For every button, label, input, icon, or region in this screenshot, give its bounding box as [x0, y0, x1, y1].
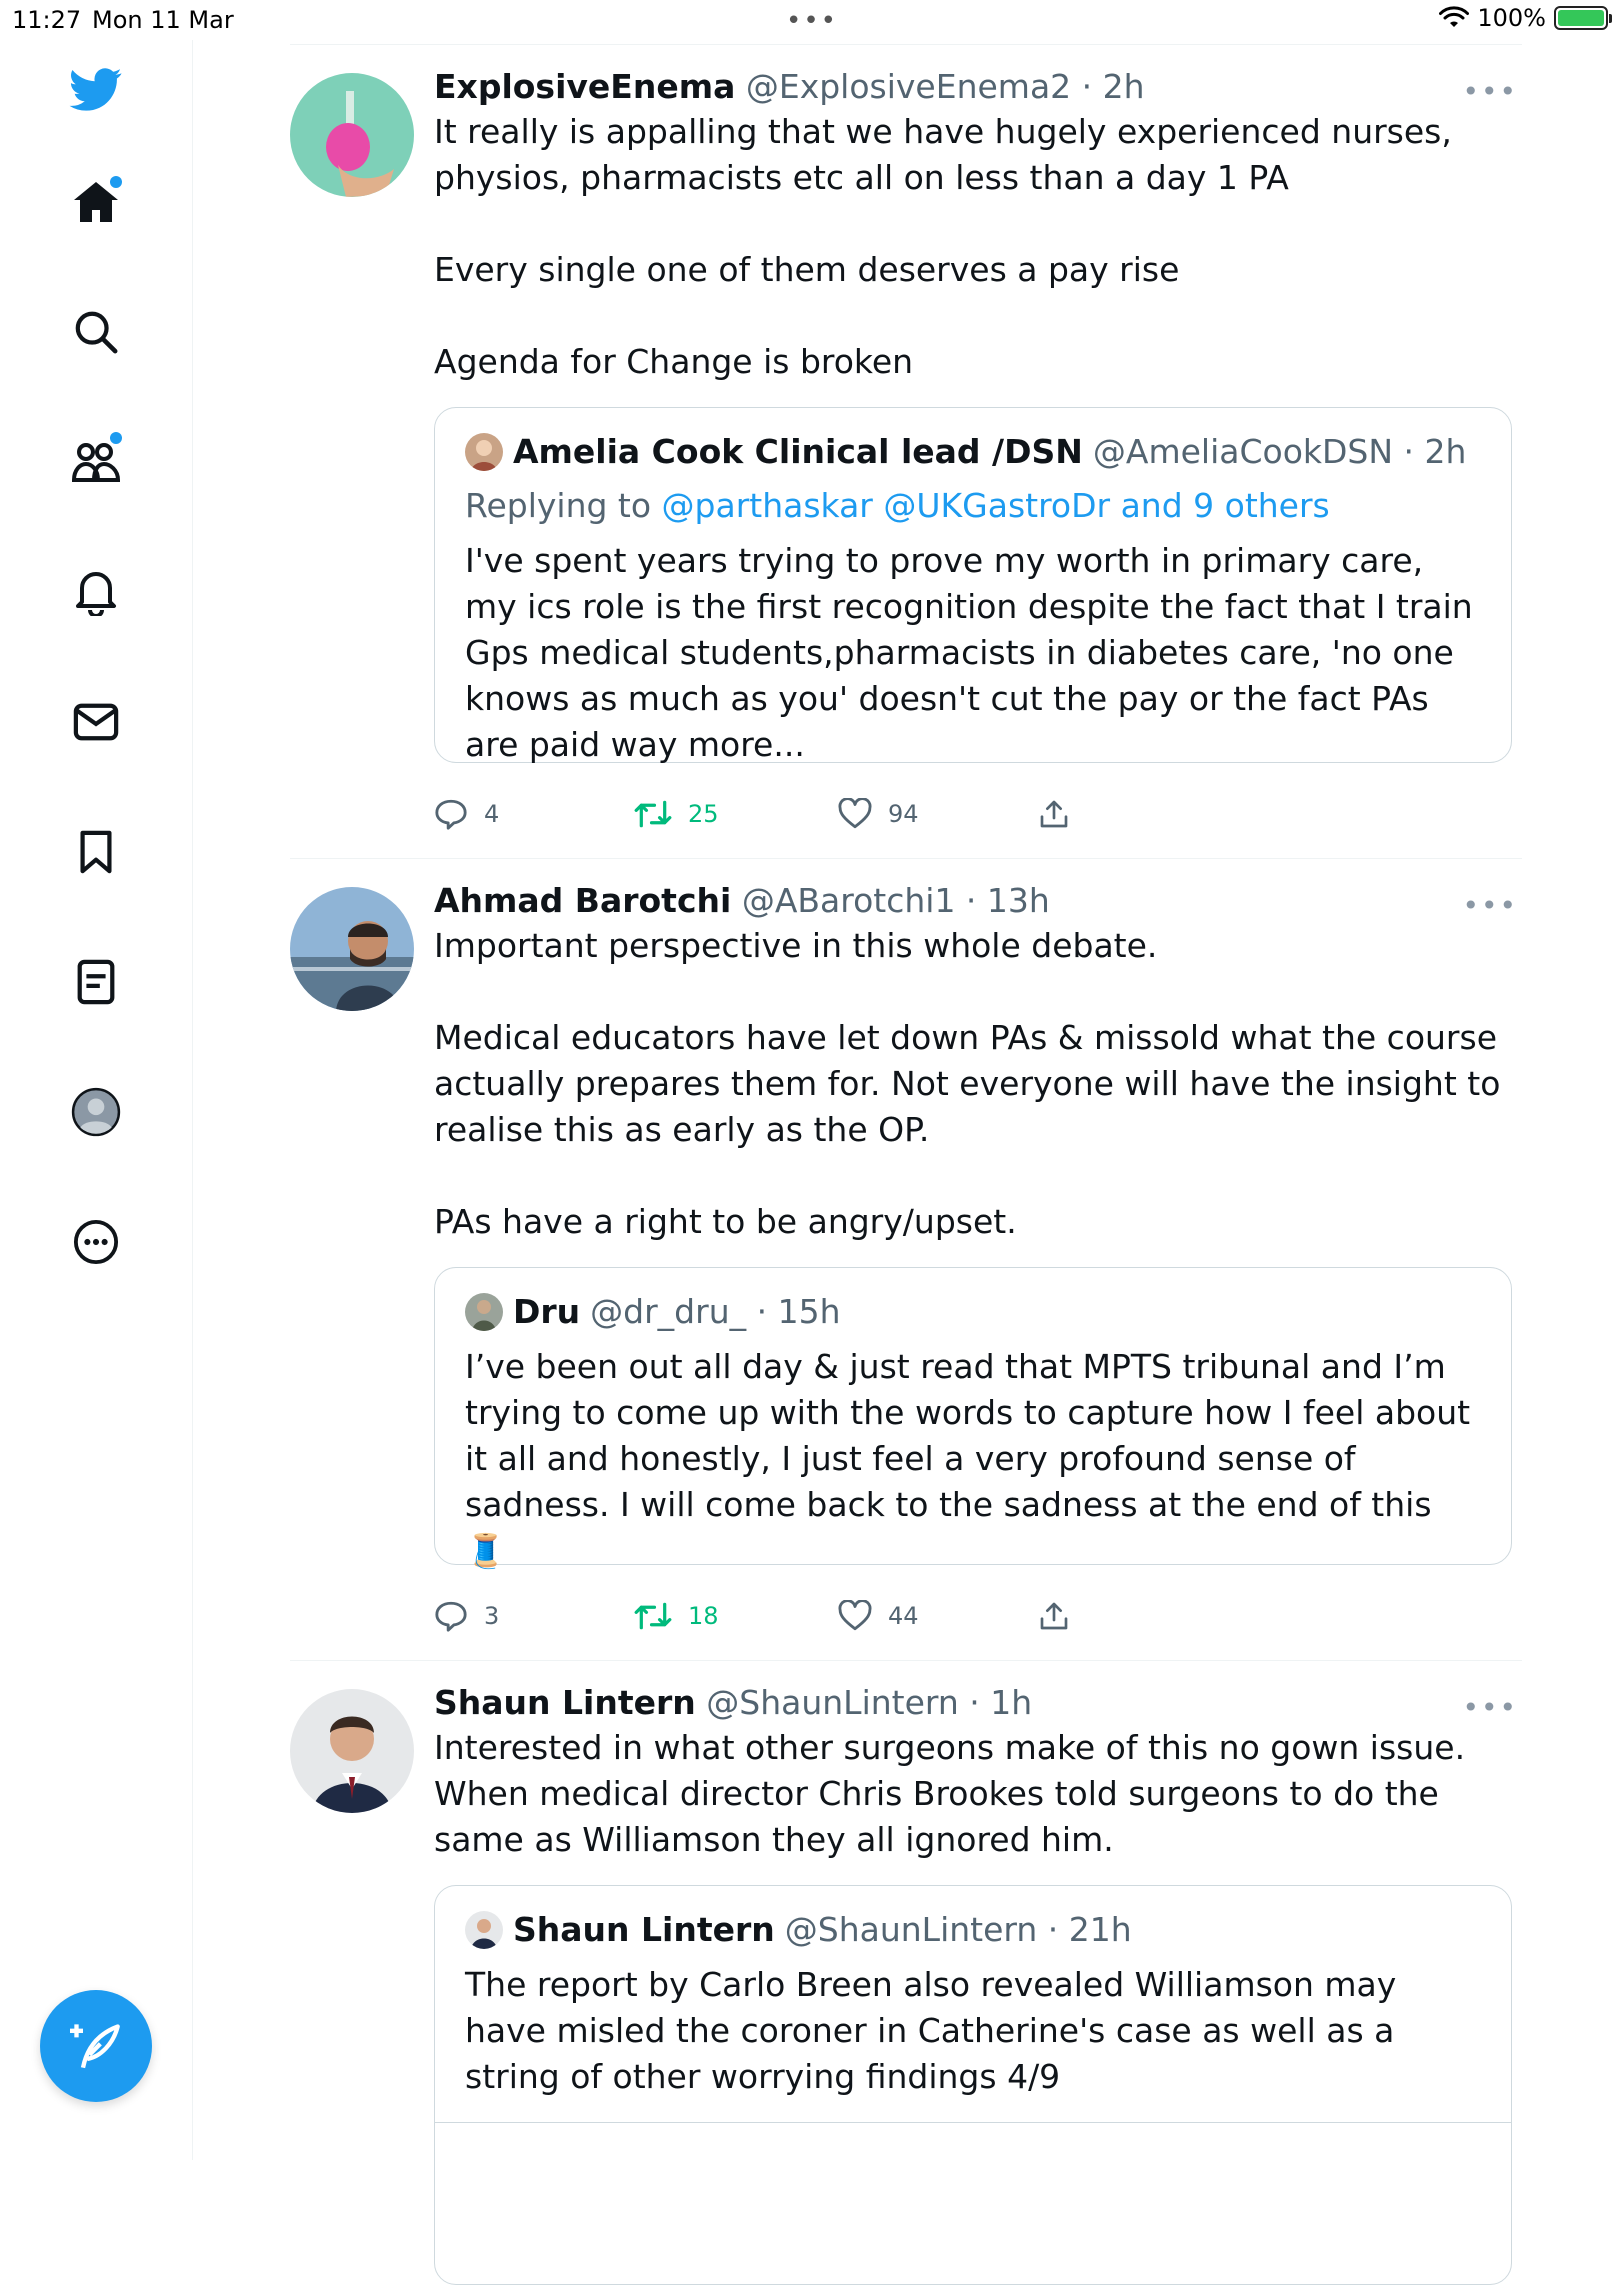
quoted-author-handle-time: @dr_dru_ · 15h [590, 1292, 841, 1331]
author-handle-time[interactable]: @ExplosiveEnema2 · 2h [745, 67, 1145, 106]
battery-icon [1554, 6, 1608, 30]
quoted-author-name: Amelia Cook Clinical lead /DSN [513, 432, 1083, 471]
quoted-header [465, 1908, 1481, 1952]
bookmarks-icon[interactable] [60, 816, 132, 888]
reply-button[interactable] [434, 797, 634, 831]
quoted-text: I’ve been out all day & just read that MPTS tribunal and I’m trying to come up with the words to capture how I feel about it all and honestly, I just feel a very profound sense of sadness. I will come back to the sadness at the end of this 🧵 [465, 1347, 1481, 1570]
replying-to-links[interactable]: @parthaskar @UKGastroDr and 9 others [661, 486, 1330, 525]
quoted-avatar [465, 433, 503, 471]
quoted-text: The report by Carlo Breen also revealed Williamson may have misled the coroner in Catherine's case as well as a string of other worrying findings 4/9 [465, 1965, 1407, 2096]
more-icon[interactable] [60, 1206, 132, 1278]
battery-percent: 100% [1477, 4, 1546, 32]
quoted-author-name: Dru [513, 1292, 581, 1331]
author-name[interactable]: Ahmad Barotchi [434, 881, 732, 920]
reply-button[interactable] [434, 1599, 634, 1633]
status-bar [0, 0, 1620, 40]
avatar[interactable] [290, 73, 414, 197]
quoted-tweet[interactable] [434, 1267, 1512, 1570]
retweet-icon [634, 1601, 672, 1631]
quoted-author-handle-time: @AmeliaCookDSN · 2h [1092, 432, 1467, 471]
multitasking-dots-icon[interactable]: ••• [786, 6, 839, 36]
twitter-logo-icon[interactable] [60, 54, 132, 126]
reply-icon [434, 797, 468, 831]
like-button[interactable] [838, 1600, 1038, 1632]
more-options-icon[interactable]: ••• [1462, 1691, 1518, 1724]
retweet-button[interactable] [634, 799, 838, 829]
replying-to [465, 484, 1481, 528]
status-right [1439, 4, 1608, 32]
like-button[interactable] [838, 798, 1038, 830]
like-count: 94 [888, 800, 919, 828]
retweet-count: 25 [688, 800, 719, 828]
quoted-tweet[interactable] [434, 407, 1512, 763]
tweet-text: It really is appalling that we have hugely experienced nurses, physios, pharmacists etc all on less than a day 1 PA Every single one of them deserves a pay rise Agenda for Change is broken [434, 112, 1452, 381]
tweet-header [434, 1681, 1522, 1725]
status-date: Mon 11 Mar [92, 6, 234, 34]
timeline [290, 44, 1522, 2221]
author-name[interactable]: ExplosiveEnema [434, 67, 736, 106]
retweet-button[interactable] [634, 1601, 838, 1631]
home-badge [110, 176, 122, 188]
quoted-tweet[interactable] [434, 1885, 1512, 2285]
quoted-avatar [465, 1911, 503, 1949]
tweet[interactable] [290, 858, 1522, 1660]
messages-icon[interactable] [60, 686, 132, 758]
retweet-count: 18 [688, 1602, 719, 1630]
tweet-actions [434, 769, 1522, 859]
author-handle-time[interactable]: @ABarotchi1 · 13h [741, 881, 1050, 920]
tweet[interactable] [290, 44, 1522, 858]
quoted-avatar [465, 1293, 503, 1331]
lists-icon[interactable] [60, 946, 132, 1018]
more-options-icon[interactable]: ••• [1462, 75, 1518, 108]
status-time: 11:27 [12, 6, 82, 34]
search-icon[interactable] [60, 296, 132, 368]
quoted-header [465, 430, 1481, 474]
author-name[interactable]: Shaun Lintern [434, 1683, 696, 1722]
tweet-text: Important perspective in this whole debate. Medical educators have let down PAs & missold what the course actually prepares them for. Not everyone will have the insight to realise this as early as the OP. PAs have a right to be angry/upset. [434, 926, 1501, 1241]
heart-icon [838, 1600, 872, 1632]
avatar[interactable] [290, 1689, 414, 1813]
tweet-actions [434, 1571, 1522, 1661]
compose-button[interactable] [40, 1990, 152, 2102]
replying-to-label: Replying to [465, 486, 662, 525]
wifi-icon [1439, 6, 1469, 30]
share-button[interactable] [1038, 1600, 1070, 1632]
compose-icon [70, 2020, 122, 2072]
communities-icon[interactable] [60, 426, 132, 498]
quoted-author-handle-time: @ShaunLintern · 21h [784, 1910, 1132, 1949]
avatar[interactable] [290, 887, 414, 1011]
retweet-icon [634, 799, 672, 829]
author-handle-time[interactable]: @ShaunLintern · 1h [706, 1683, 1033, 1722]
home-icon[interactable] [60, 166, 132, 238]
share-icon [1038, 1600, 1070, 1632]
tweet-header [434, 65, 1522, 109]
communities-badge [110, 432, 122, 444]
notifications-icon[interactable] [60, 556, 132, 628]
profile-icon[interactable] [60, 1076, 132, 1148]
tweet[interactable] [290, 1660, 1522, 2221]
like-count: 44 [888, 1602, 919, 1630]
tweet-text: Interested in what other surgeons make of this no gown issue. When medical director Chris Brookes told surgeons to do the same as Williamson they all ignored him. [434, 1728, 1476, 1859]
reply-icon [434, 1599, 468, 1633]
heart-icon [838, 798, 872, 830]
share-button[interactable] [1038, 798, 1070, 830]
sidebar [0, 40, 193, 2160]
share-icon [1038, 798, 1070, 830]
quoted-author-name: Shaun Lintern [513, 1910, 775, 1949]
quoted-header [465, 1290, 1481, 1334]
reply-count: 4 [484, 800, 500, 828]
tweet-header [434, 879, 1522, 923]
more-options-icon[interactable]: ••• [1462, 889, 1518, 922]
quoted-text: I've spent years trying to prove my worth in primary care, my ics role is the first recognition despite the fact that I train Gps medical students,pharmacists in diabetes care, 'no one knows as much as you' doesn't cut the pay or the fact PAs are paid way more... [465, 541, 1484, 764]
quoted-media-preview[interactable] [435, 2122, 1511, 2223]
reply-count: 3 [484, 1602, 500, 1630]
